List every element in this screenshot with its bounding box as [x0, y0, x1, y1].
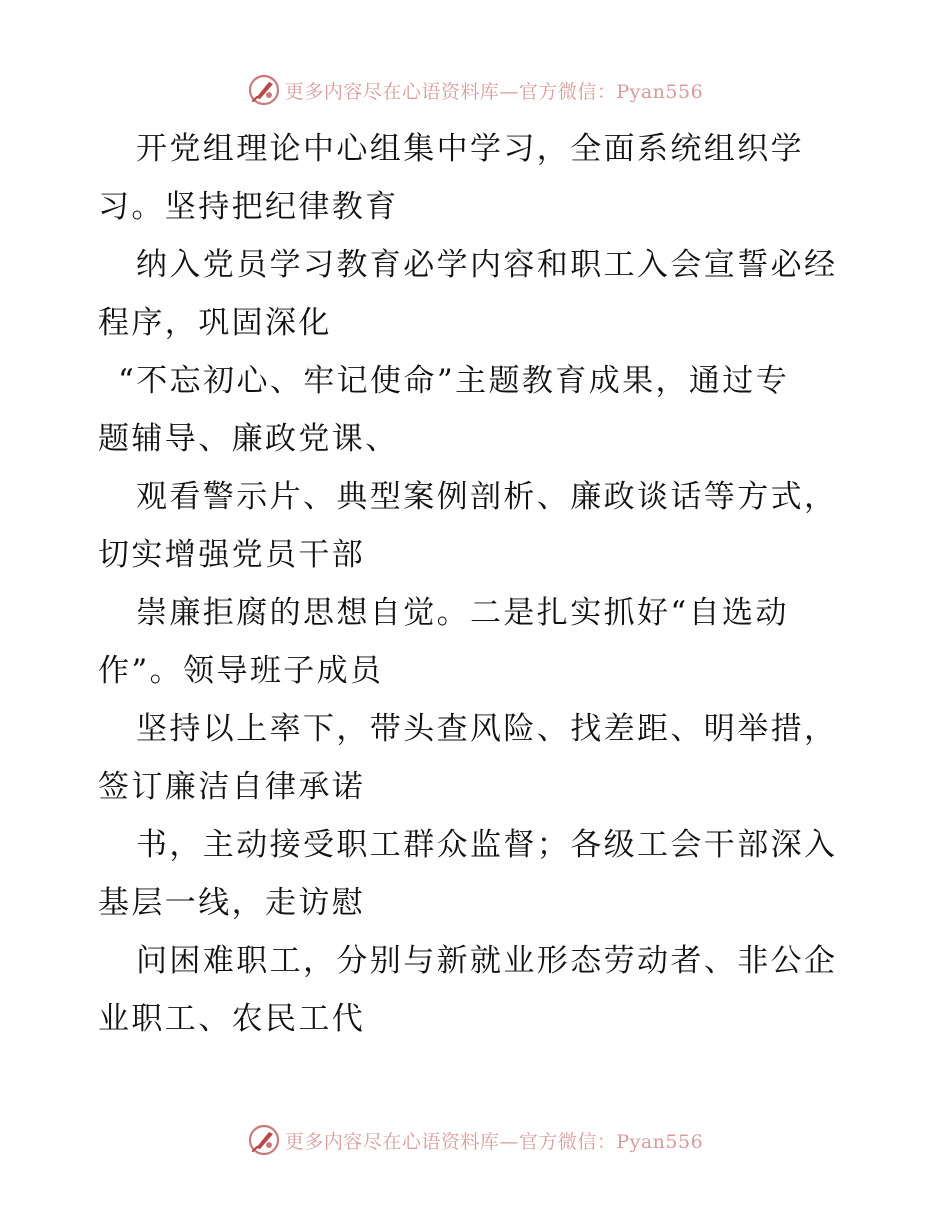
paragraph-6-line-1: 坚持以上率下，带头查风险、找差距、明举措， — [136, 711, 838, 747]
paragraph-3-line-1: “不忘初心、牢记使命”主题教育成果，通过专 — [118, 363, 790, 399]
header-watermark-text: 更多内容尽在心语资料库—官方微信：Pyan556 — [284, 80, 704, 103]
footer-watermark-text: 更多内容尽在心语资料库—官方微信：Pyan556 — [284, 1130, 704, 1153]
paragraph-8-line-1: 问困难职工，分别与新就业形态劳动者、非公企 — [136, 943, 838, 979]
paragraph-7-line-2: 基层一线，走访慰 — [98, 885, 366, 921]
paragraph-5-line-1: 崇廉拒腐的思想自觉。二是扎实抓好“自选动 — [136, 595, 789, 631]
document-body — [98, 120, 858, 1048]
paragraph-1-line-2: 习。坚持把纪律教育 — [98, 189, 399, 225]
paragraph-5-line-2: 作”。领导班子成员 — [98, 653, 384, 689]
paragraph-6-line-2: 签订廉洁自律承诺 — [98, 769, 366, 805]
paragraph-7-line-1: 书，主动接受职工群众监督；各级工会干部深入 — [136, 827, 838, 863]
footer-watermark — [0, 1120, 950, 1160]
paragraph-2-line-1: 纳入党员学习教育必学内容和职工入会宣誓必经 — [136, 247, 838, 283]
quill-pen-logo-icon — [247, 73, 281, 107]
paragraph-8-line-2: 业职工、农民工代 — [98, 1001, 366, 1037]
paragraph-4-line-1: 观看警示片、典型案例剖析、廉政谈话等方式， — [136, 479, 838, 515]
paragraph-3-line-2: 题辅导、廉政党课、 — [98, 421, 399, 457]
quill-pen-logo-icon — [247, 1123, 281, 1157]
paragraph-2-line-2: 程序，巩固深化 — [98, 305, 332, 341]
header-watermark — [0, 70, 950, 110]
paragraph-4-line-2: 切实增强党员干部 — [98, 537, 366, 573]
paragraph-1-line-1: 开党组理论中心组集中学习，全面系统组织学 — [136, 131, 804, 167]
